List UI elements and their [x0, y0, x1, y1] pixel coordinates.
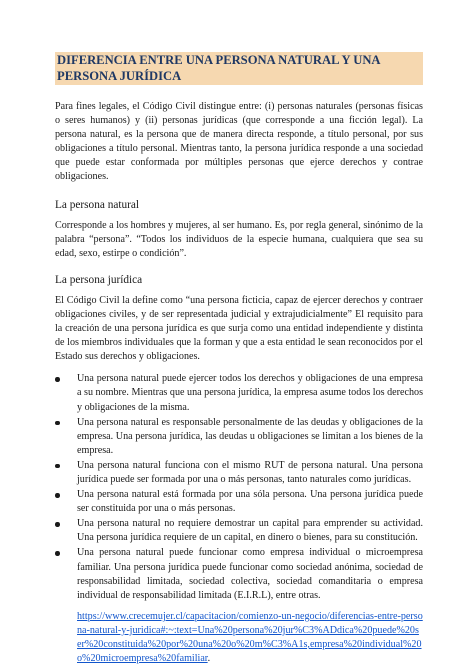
list-item-text: Una persona natural puede ejercer todos los derechos y obligaciones de una empresa a su nombre. Mientras que una persona jurídica, la empresa asume todos los derechos y obligaciones de la misma.	[77, 373, 423, 413]
source-link[interactable]: https://www.crecemujer.cl/capacitacion/comienzo-un-negocio/diferencias-entre-persona-natural-y-juridica#:~:text=Una%20persona%20jur%C3%ADdica%20puede%20ser%20constituida%20por%20una%20o%20m%C3%A1s,empresa%20individual%20o%20microempresa%20familiar	[77, 610, 423, 665]
list-item	[55, 416, 423, 458]
list-item	[55, 488, 423, 516]
list-item-text: Una persona natural no requiere demostrar un capital para emprender su actividad. Una persona jurídica requiere de un capital, en dinero o bienes, para su constitución.	[77, 518, 423, 544]
section-heading-juridica: La persona jurídica	[55, 273, 143, 286]
bullet-icon	[55, 493, 60, 498]
bullet-icon	[55, 551, 60, 556]
intro-paragraph: Para fines legales, el Código Civil distingue entre: (i) personas naturales (personas físicas o seres humanos) y (ii) personas jurídicas (que corresponde a una ficción legal). La persona natural, es la persona que de manera directa responde, a título personal, por sus obligaciones a título personal. Mientras tanto, la persona jurídica responde a una sociedad que puede estar conformada por múltiples personas que ejerce derechos y contrae obligaciones.	[55, 101, 423, 183]
list-item-text: Una persona natural funciona con el mismo RUT de persona natural. Una persona jurídica puede ser formada por una o más personas, tanto naturales como jurídicas.	[77, 459, 423, 485]
source-reference	[77, 610, 423, 666]
list-item-text: Una persona natural puede funcionar como empresa individual o microempresa familiar. Una persona jurídica puede funcionar como sociedad anónima, sociedad de responsabilidad limitada, sociedad colectiva, sociedad comanditaria o empresa individual de responsabilidad limitada (E.I.R.L), entre otras.	[77, 547, 423, 601]
document-title: DIFERENCIA ENTRE UNA PERSONA NATURAL Y UNA PERSONA JURÍDICA	[55, 52, 423, 85]
list-item	[55, 517, 423, 545]
list-item-text: Una persona natural está formada por una sóla persona. Una persona jurídica puede ser constituida por una o más personas.	[77, 489, 423, 515]
section-body-juridica: El Código Civil la define como “una persona ficticia, capaz de ejercer derechos y contraer obligaciones civiles, y de ser representada judicial y extrajudicialmente” El requisito para la creación de una persona jurídica es que surja como una entidad independiente y distinta de los miembros individuales que la forman y que a esta entidad le sean reconocidos por el Estado sus derechos y obligaciones.	[55, 294, 423, 363]
list-item	[55, 546, 423, 602]
list-item	[55, 459, 423, 487]
differences-list	[55, 372, 423, 603]
bullet-icon	[55, 522, 60, 527]
source-link-suffix: .	[207, 653, 211, 665]
bullet-icon	[55, 464, 60, 469]
section-heading-natural: La persona natural	[55, 198, 140, 211]
list-item	[55, 372, 423, 414]
section-body-natural: Corresponde a los hombres y mujeres, al ser humano. Es, por regla general, sinónimo de la palabra “persona”. “Todos los individuos de la especie humana, cualquiera que sea su edad, sexo, estirpe o condición”.	[55, 219, 423, 259]
list-item-text: Una persona natural es responsable personalmente de las deudas y obligaciones de la empresa. Una persona jurídica, las deudas u obligaciones se limitan a los bienes de la empresa.	[77, 416, 423, 456]
bullet-icon	[55, 377, 60, 382]
bullet-icon	[55, 421, 60, 426]
document-content	[55, 52, 423, 666]
